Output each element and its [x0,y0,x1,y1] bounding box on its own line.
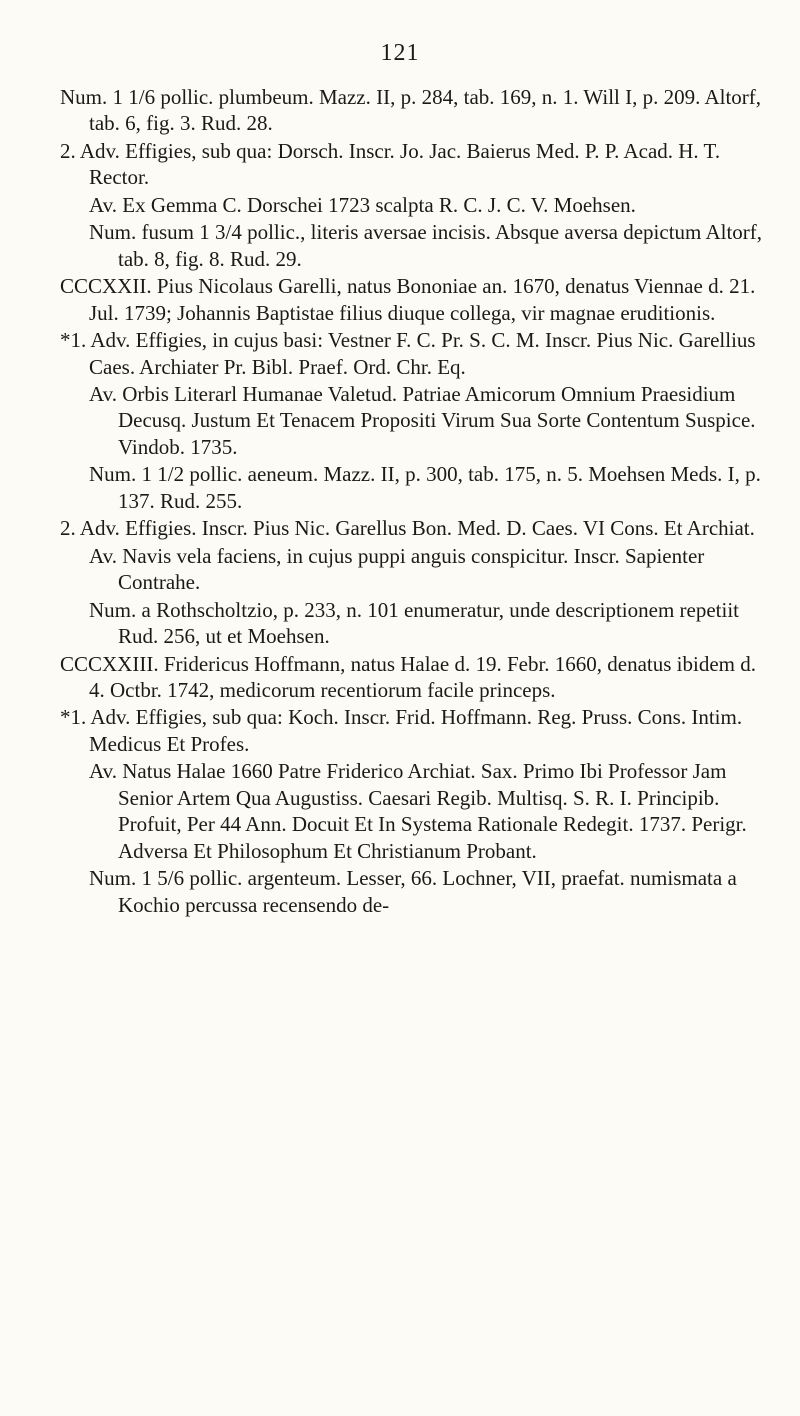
page-number: 121 [380,40,420,66]
text-line: Num. 1 1/2 pollic. aeneum. Mazz. II, p. 300, tab. 175, n. 5. Moehsen Meds. I, p. 137. Rud. 255. [89,462,761,513]
text-line: CCCXXII. Pius Nicolaus Garelli, natus Bononiae an. 1670, denatus Viennae d. 21. Jul. 1739; Johannis Baptistae filius diuque collega, vir magnae eruditionis. [60,274,756,325]
text-line: 2. Adv. Effigies, sub qua: Dorsch. Inscr. Jo. Jac. Baierus Med. P. P. Acad. H. T. Rector. [60,138,721,190]
text-line: Num. 1 5/6 pollic. argenteum. Lesser, 66. Lochner, VII, praefat. numismata a Kochio percussa recensendo de- [89,866,737,917]
text-line: *1. Adv. Effigies, in cujus basi: Vestner F. C. Pr. S. C. M. Inscr. Pius Nic. Garellius Caes. Archiater Pr. Bibl. Praef. Ord. Chr. Eq. [60,328,756,379]
text-line: Num. a Rothscholtzio, p. 233, n. 101 enumeratur, unde descriptionem repetiit Rud. 256, ut et Moehsen. [89,597,740,649]
text-line: Av. Natus Halae 1660 Patre Friderico Archiat. Sax. Primo Ibi Professor Jam Senior Artem Qua Augustiss. Caesari Regib. Multisq. S. R. I. Principib. Profuit, Per 44 Ann. Docuit Et In Systema Rationale Redegit. 1737. Perigr. Adversa Et Philosophum Et Christianum Probant. [89,759,747,863]
text-line: Num. fusum 1 3/4 pollic., literis aversae incisis. Absque aversa depictum Altorf, tab. 8, fig. 8. Rud. 29. [89,220,763,271]
text-line: Av. Orbis Literarl Humanae Valetud. Patriae Amicorum Omnium Praesidium Decusq. Justum Et Tenacem Propositi Virum Sua Sorte Contentum Suspice. Vindob. 1735. [89,382,756,459]
text-line: CCCXXIII. Fridericus Hoffmann, natus Halae d. 19. Febr. 1660, denatus ibidem d. 4. Octbr. 1742, medicorum recentiorum facile princeps. [60,651,757,702]
page-body [60,84,772,919]
text-line: Av. Ex Gemma C. Dorschei 1723 scalpta R. C. J. C. V. Moehsen. [89,192,636,217]
text-line: Av. Navis vela faciens, in cujus puppi anguis conspicitur. Inscr. Sapienter Contrahe. [89,543,705,595]
text-line: 2. Adv. Effigies. Inscr. Pius Nic. Garellus Bon. Med. D. Caes. VI Cons. Et Archiat. [60,516,755,541]
text-line: Num. 1 1/6 pollic. plumbeum. Mazz. II, p. 284, tab. 169, n. 1. Will I, p. 209. Altorf, tab. 6, fig. 3. Rud. 28. [60,85,762,136]
text-line: *1. Adv. Effigies, sub qua: Koch. Inscr. Frid. Hoffmann. Reg. Pruss. Cons. Intim. Medicus Et Profes. [60,705,743,756]
